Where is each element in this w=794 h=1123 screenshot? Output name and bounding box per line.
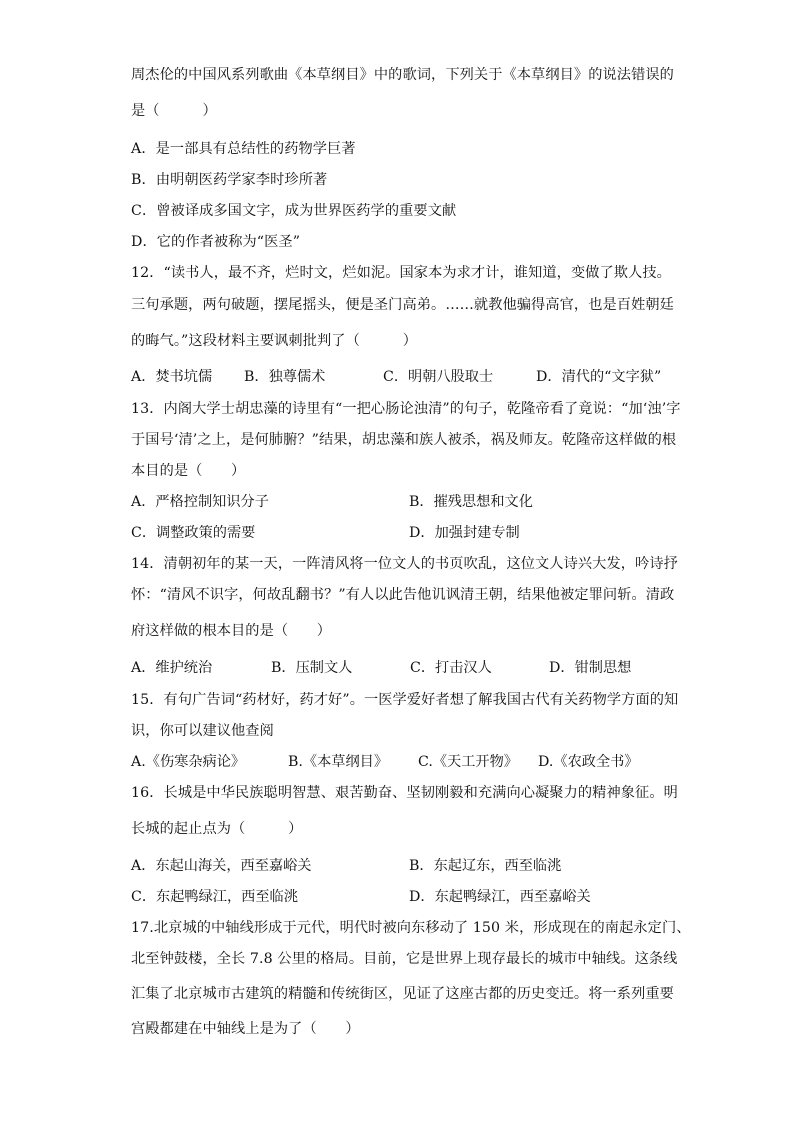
- q12-option-b: B．独尊儒术: [244, 369, 326, 385]
- q11-option-d: D．它的作者被称为“医圣”: [131, 234, 301, 250]
- q12-stem-line-3: 的晦气。”这段材料主要讽刺批判了（ ）: [131, 333, 418, 349]
- q13-option-b: B．摧残思想和文化: [409, 494, 533, 510]
- q13-option-c: C．调整政策的需要: [131, 525, 256, 541]
- q13-option-d: D．加强封建专制: [409, 525, 520, 541]
- q11-option-c: C．曾被译成多国文字，成为世界医药学的重要文献: [131, 203, 457, 219]
- q13-stem-line-2: 于国号‘清’之上，是何肺腑？”结果，胡忠藻和族人被杀，祸及师友。乾隆帝这样做的根: [131, 432, 677, 448]
- q15-stem-line-1: 15．有句广告词“药材好，药才好”。一医学爱好者想了解我国古代有关药物学方面的知: [131, 692, 679, 708]
- q11-stem-line-1: 周杰伦的中国风系列歌曲《本草纲目》中的歌词，下列关于《本草纲目》的说法错误的: [131, 67, 674, 83]
- q16-stem-line-1: 16．长城是中华民族聪明智慧、艰苦勤奋、坚韧刚毅和充满向心凝聚力的精神象征。明: [131, 785, 678, 801]
- q17-stem-line-2: 北至钟鼓楼，全长 7.8 公里的格局。目前，它是世界上现存最长的城市中轴线。这条线: [131, 951, 678, 967]
- q16-option-b: B．东起辽东，西至临洮: [409, 858, 562, 874]
- q14-stem-line-2: 怀：“清风不识字，何故乱翻书？”有人以此告他讥讽清王朝，结果他被定罪问斩。清政: [131, 587, 675, 603]
- q13-option-a: A．严格控制知识分子: [131, 494, 269, 510]
- q12-option-a: A．焚书坑儒: [131, 369, 213, 385]
- q16-stem-line-2: 长城的起止点为（ ）: [131, 821, 303, 837]
- q16-option-c: C．东起鸭绿江，西至临洮: [131, 889, 298, 905]
- q12-option-c: C．明朝八股取士: [383, 369, 494, 385]
- q15-option-b: B.《本草纲目》: [288, 754, 389, 770]
- q14-option-a: A．维护统治: [131, 660, 213, 676]
- q14-option-b: B．压制文人: [271, 660, 353, 676]
- q12-stem-line-1: 12．“读书人，最不齐，烂时文，烂如泥。国家本为求才计，谁知道，变做了欺人技。: [131, 265, 671, 281]
- q13-stem-line-3: 本目的是（ ）: [131, 463, 246, 479]
- q11-stem-line-2: 是（ ）: [131, 103, 217, 119]
- q15-option-a: A.《伤寒杂病论》: [131, 754, 246, 770]
- q12-option-d: D．清代的“文字狱”: [536, 369, 662, 385]
- q15-stem-line-2: 识，你可以建议他查阅: [131, 723, 274, 739]
- q14-option-d: D．钳制思想: [549, 660, 632, 676]
- q14-stem-line-3: 府这样做的根本目的是（ ）: [131, 623, 332, 639]
- q14-stem-line-1: 14．清朝初年的某一天，一阵清风将一位文人的书页吹乱，这位文人诗兴大发，吟诗抒: [131, 556, 678, 572]
- q11-option-b: B．由明朝医药学家李时珍所著: [131, 172, 328, 188]
- q13-stem-line-1: 13．内阁大学士胡忠藻的诗里有“一把心肠论浊清”的句子，乾隆帝看了竟说：“加‘浊’字: [131, 401, 681, 417]
- q17-stem-line-1: 17.北京城的中轴线形成于元代，明代时被向东移动了 150 米，形成现在的南起永定门、: [131, 920, 691, 936]
- q17-stem-line-4: 宫殿都建在中轴线上是为了（ ）: [131, 1021, 360, 1037]
- q15-option-d: D.《农政全书》: [538, 754, 639, 770]
- q14-option-c: C．打击汉人: [410, 660, 492, 676]
- q12-stem-line-2: 三句承题，两句破题，摆尾摇头，便是圣门高弟。……就教他骗得高官，也是百姓朝廷: [131, 297, 674, 313]
- q16-option-d: D．东起鸭绿江，西至嘉峪关: [409, 889, 591, 905]
- q11-option-a: A．是一部具有总结性的药物学巨著: [131, 141, 356, 157]
- q17-stem-line-3: 汇集了北京城市古建筑的精髓和传统街区，见证了这座古都的历史变迁。将一系列重要: [131, 986, 674, 1002]
- q15-option-c: C.《天工开物》: [418, 754, 518, 770]
- q16-option-a: A．东起山海关，西至嘉峪关: [131, 858, 312, 874]
